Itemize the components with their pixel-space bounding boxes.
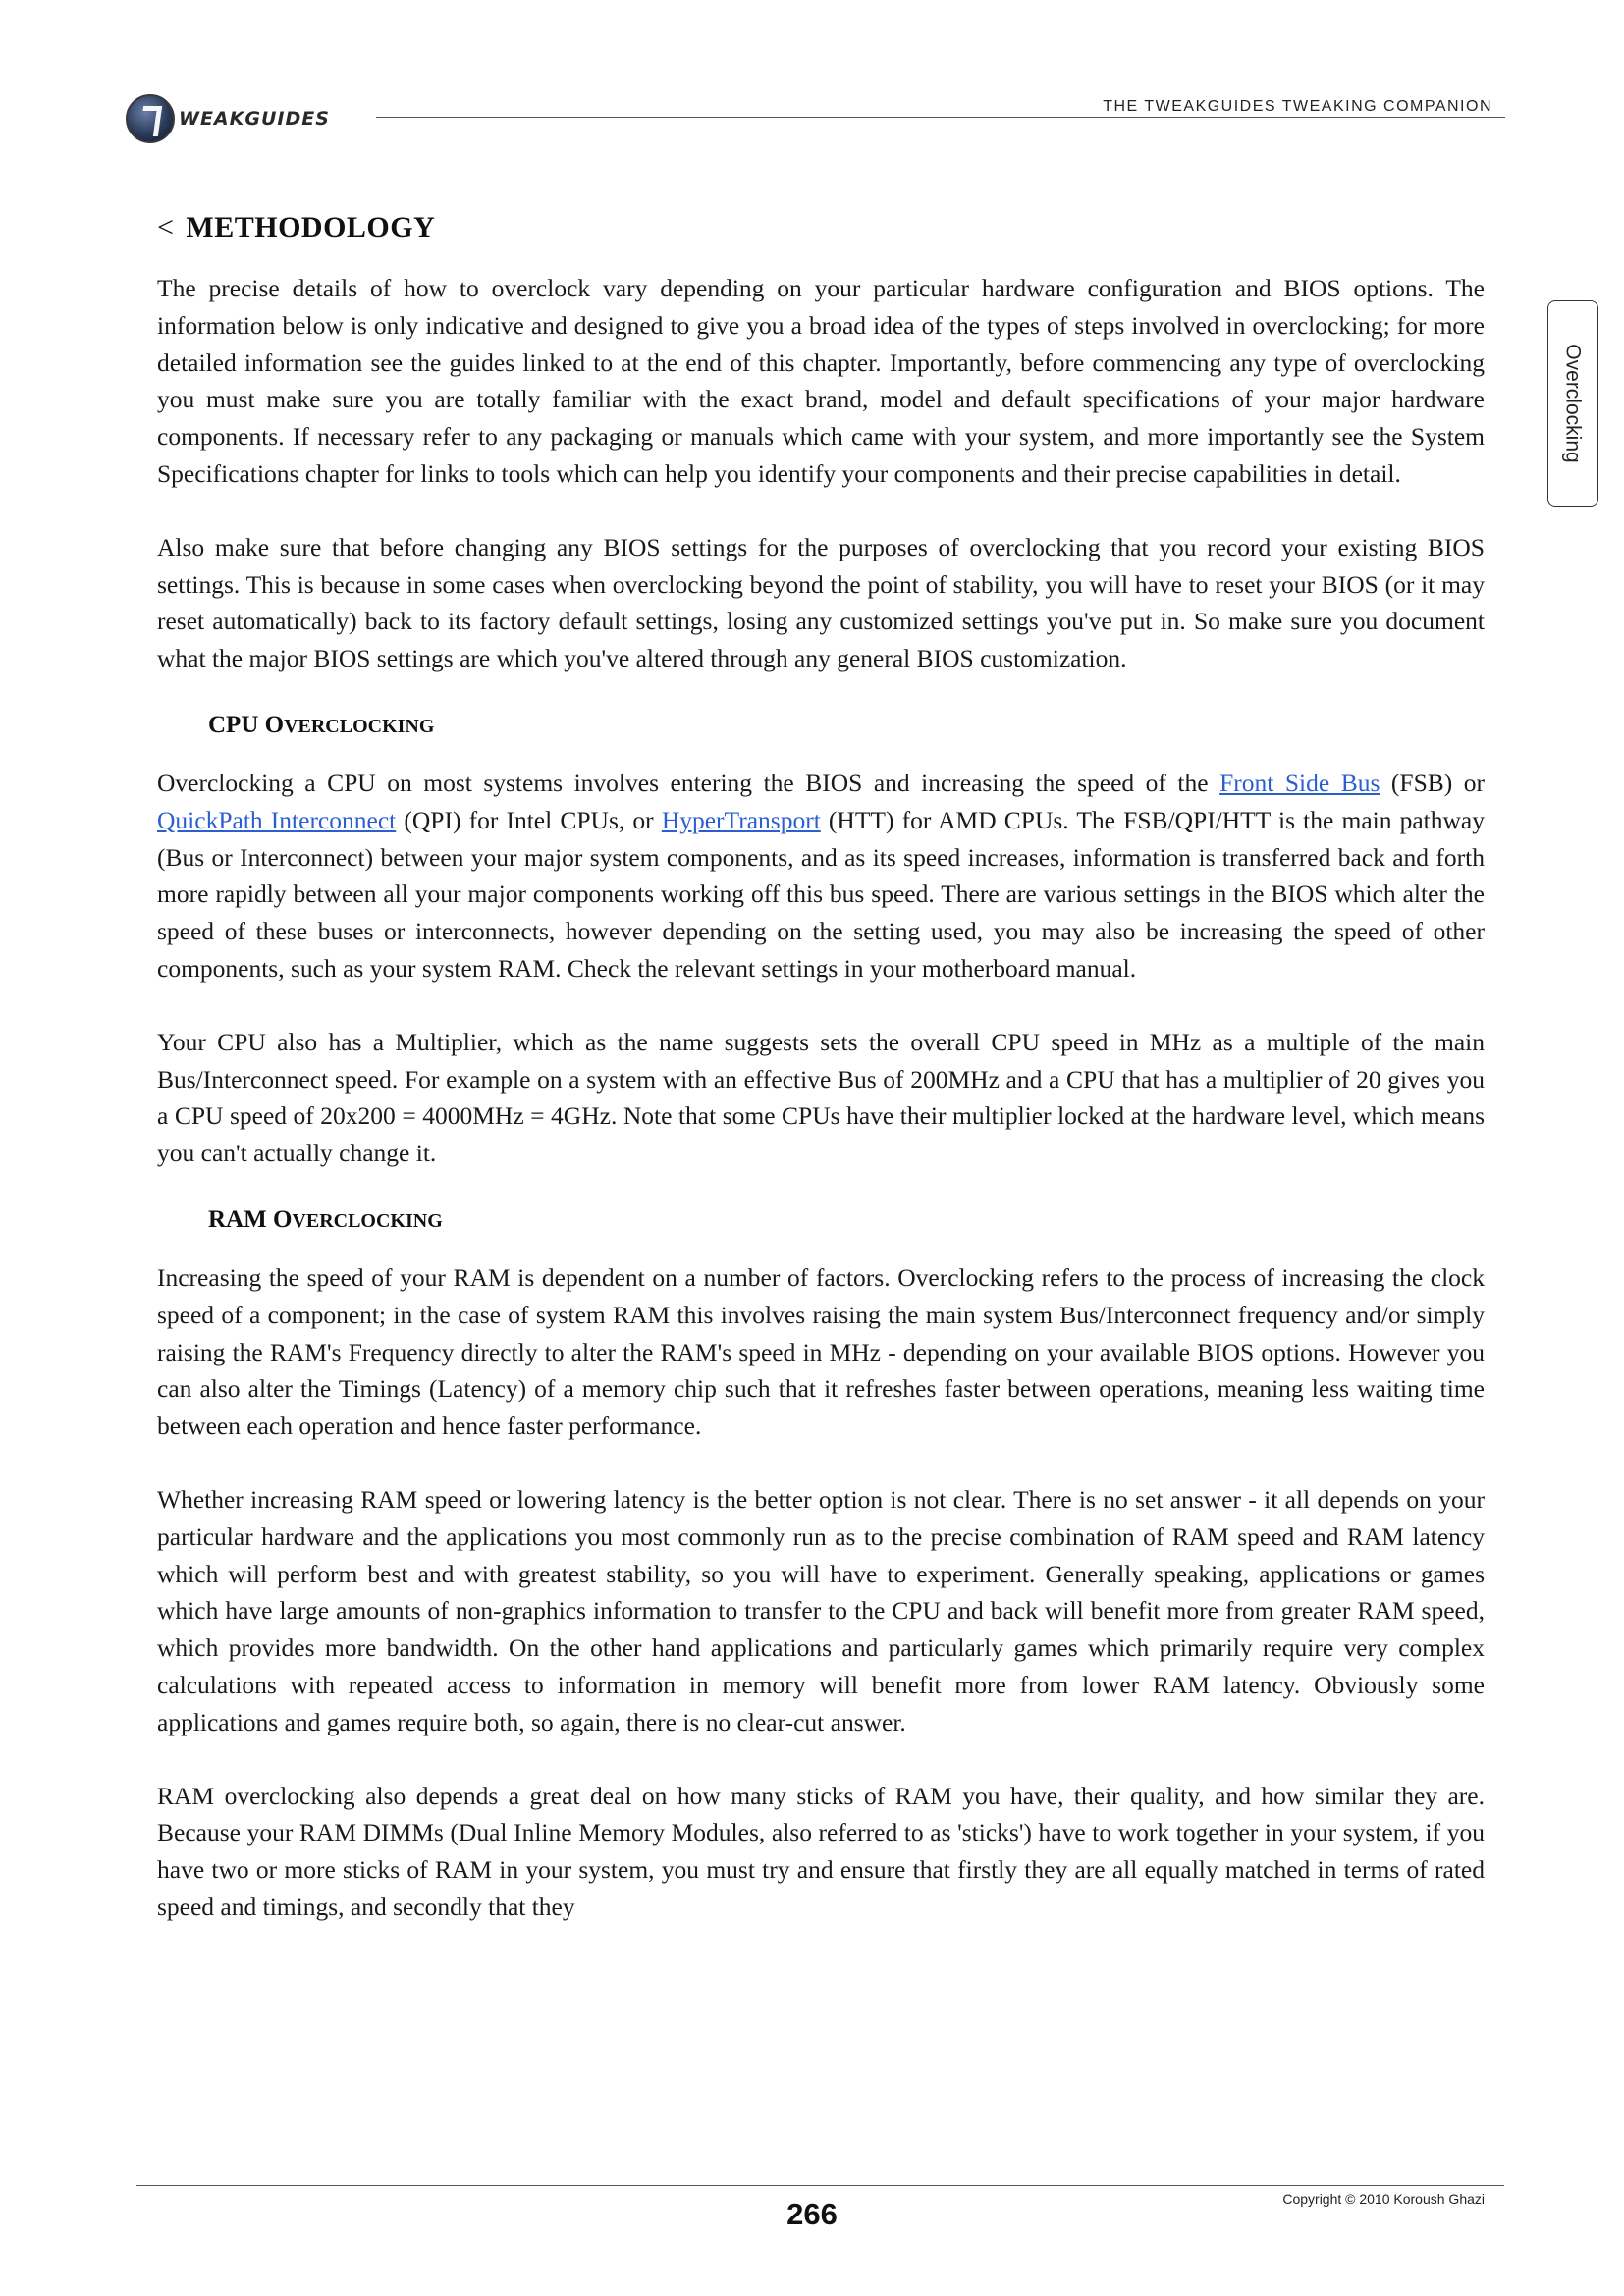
section-title: METHODOLOGY: [186, 211, 436, 243]
copyright-notice: Copyright © 2010 Koroush Ghazi: [1282, 2191, 1485, 2207]
logo-badge-icon: [126, 94, 175, 143]
footer-rule: [136, 2185, 1504, 2186]
page-content: [157, 206, 1485, 1926]
header-title: THE TWEAKGUIDES TWEAKING COMPANION: [1103, 98, 1492, 115]
paragraph-ram-sticks: RAM overclocking also depends a great deal on how many sticks of RAM you have, their quality, and how similar they are. Because your RAM DIMMs (Dual Inline Memory Modules, also referred to as 'sticks') have to work together in your system, if you have two or more sticks of RAM in your system, you must try and ensure that firstly they are all equally matched in terms of rated speed and timings, and secondly that they: [157, 1781, 1485, 1921]
chapter-tab-label: Overclocking: [1562, 344, 1586, 463]
page-number: 266: [786, 2197, 838, 2231]
paragraph-cpu-multiplier: Your CPU also has a Multiplier, which as the name suggests sets the overall CPU speed in MHz as a multiple of the main Bus/Interconnect speed. For example on a system with an effective Bus of 200MHz and a CPU that has a multiplier of 20 gives you a CPU speed of 20x200 = 4000MHz = 4GHz. Note that some CPUs have their multiplier locked at the hardware level, which means you can't actually change it.: [157, 1027, 1485, 1168]
paragraph-ram-latency: Whether increasing RAM speed or lowering latency is the better option is not clear. There is no set answer - it all depends on your particular hardware and the applications you most commonly run as to the precise combination of RAM speed and RAM latency which will perform best and with greatest stability, so you will have to experiment. Generally speaking, applications or games which have large amounts of non-graphics information to transfer to the CPU and back will benefit more from greater RAM speed, which provides more bandwidth. On the other hand applications and particularly games which primarily require very complex calculations with repeated access to information in memory will benefit more from lower RAM latency. Obviously some applications and games require both, so again, there is no clear-cut answer.: [157, 1484, 1485, 1736]
logo-wordmark: WEAKGUIDES: [179, 108, 330, 130]
subheading-cpu-overclocking: CPU OVERCLOCKING: [208, 711, 435, 738]
section-heading: [157, 206, 1485, 249]
tweakguides-logo: [126, 94, 361, 143]
paragraph-ram-speed: Increasing the speed of your RAM is dependent on a number of factors. Overclocking refers to the process of increasing the clock speed of a component; in the case of system RAM this involves raising the main system Bus/Interconnect frequency and/or simply raising the RAM's Frequency directly to alter the RAM's speed in MHz - depending on your available BIOS options. However you can also alter the Timings (Latency) of a memory chip such that it refreshes faster between operations, meaning less waiting time between each operation and hence faster performance.: [157, 1262, 1485, 1441]
link-hypertransport[interactable]: HyperTransport: [661, 805, 821, 834]
subheading-ram-overclocking: RAM OVERCLOCKING: [208, 1205, 443, 1233]
back-arrow-icon[interactable]: <: [157, 211, 175, 243]
paragraph-intro: The precise details of how to overclock vary depending on your particular hardware configuration and BIOS options. The information below is only indicative and designed to give you a broad idea of the types of steps involved in overclocking; for more detailed information see the guides linked to at the end of this chapter. Importantly, before commencing any type of overclocking you must make sure you are totally familiar with the exact brand, model and default specifications of your major hardware components. If necessary refer to any packaging or manuals which came with your system, and more importantly see the System Specifications chapter for links to tools which can help you identify your components and their precise capabilities in detail.: [157, 274, 1485, 488]
header-rule: [376, 117, 1505, 118]
link-front-side-bus[interactable]: Front Side Bus: [1219, 768, 1380, 797]
paragraph-bios-record: Also make sure that before changing any BIOS settings for the purposes of overclocking that you record your existing BIOS settings. This is because in some cases when overclocking beyond the point of stability, you will have to reset your BIOS (or it may reset automatically) back to its factory default settings, losing any customized settings you've put in. So make sure you document what the major BIOS settings are which you've altered through any general BIOS customization.: [157, 532, 1485, 673]
chapter-tab[interactable]: [1547, 300, 1598, 507]
link-quickpath-interconnect[interactable]: QuickPath Interconnect: [157, 805, 397, 834]
paragraph-cpu-bus: Overclocking a CPU on most systems involves entering the BIOS and increasing the speed of the Front Side Bus (FSB) or QuickPath Interconnect (QPI) for Intel CPUs, or HyperTransport (HTT) for AMD CPUs. The FSB/QPI/HTT is the main pathway (Bus or Interconnect) between your major system components, and as its speed increases, information is transferred back and forth more rapidly between all your major components working off this bus speed. There are various settings in the BIOS which alter the speed of these buses or interconnects, however depending on the setting used, you may also be increasing the speed of other components, such as your system RAM. Check the relevant settings in your motherboard manual.: [157, 768, 1486, 983]
